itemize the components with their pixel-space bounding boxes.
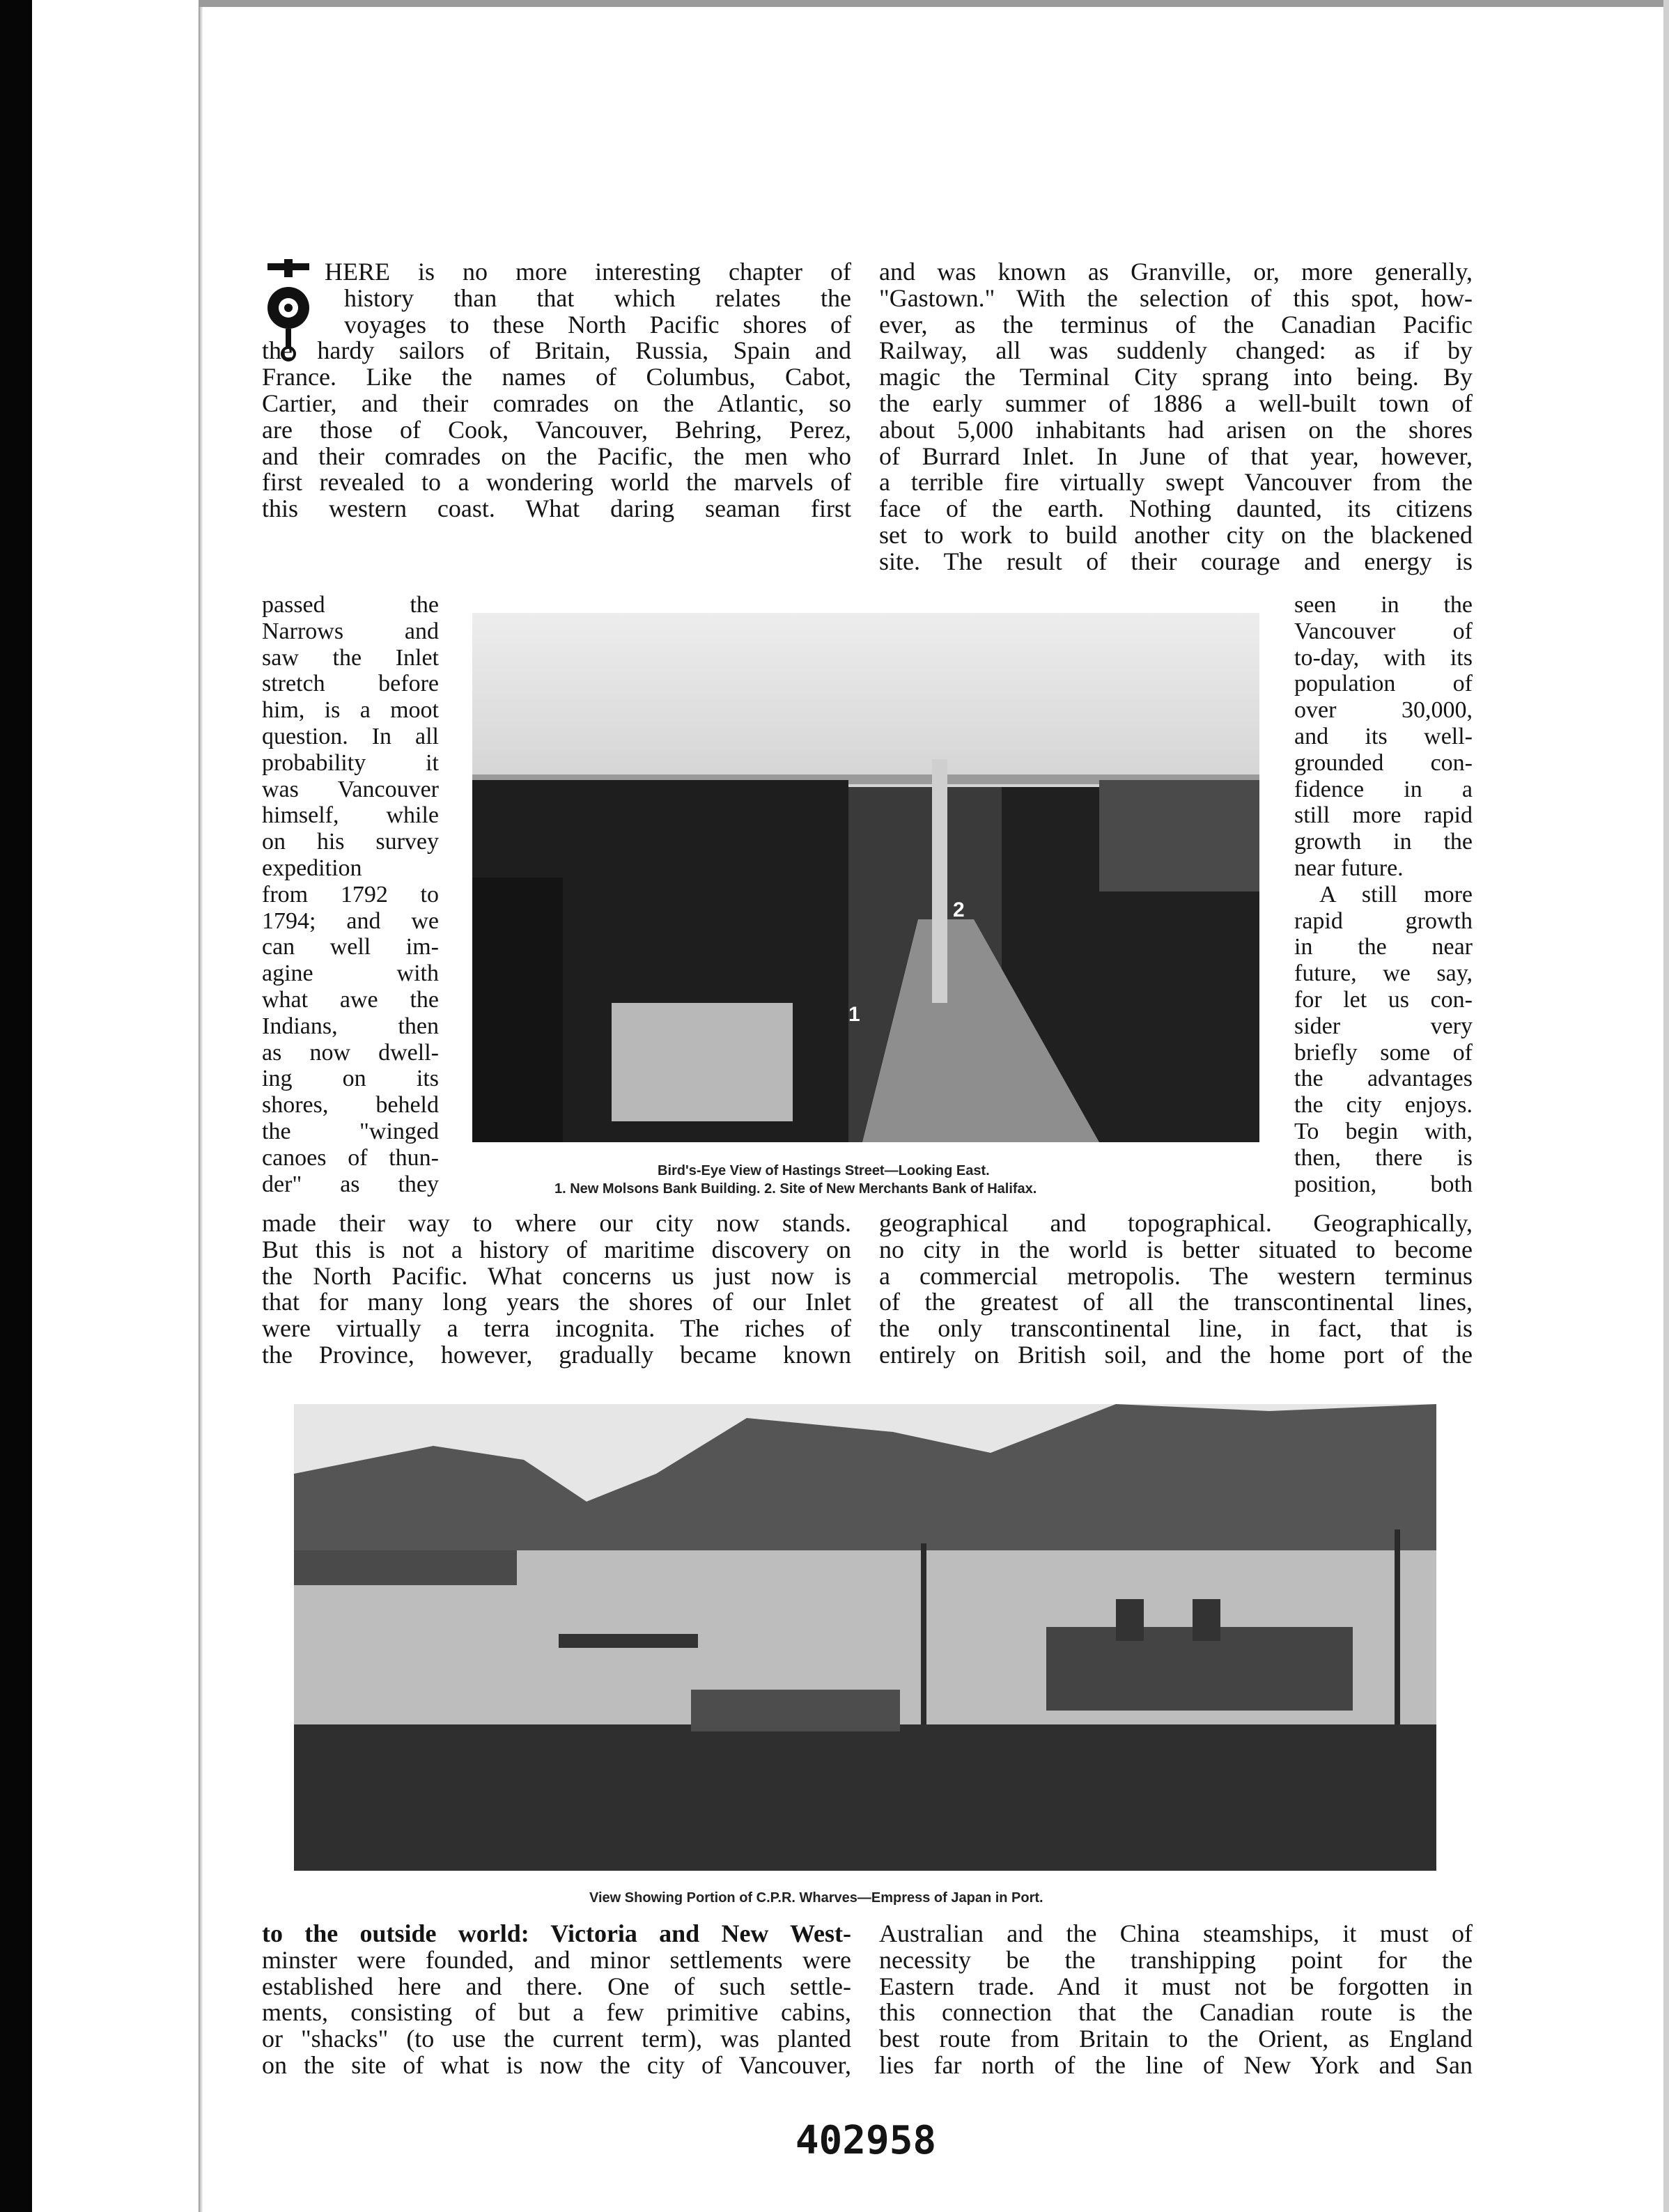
col2-top-text — [879, 259, 1473, 575]
text-line: best route from Britain to the Orient, as England — [879, 2025, 1473, 2053]
text-line: are those of Cook, Vancouver, Behring, Perez, — [262, 415, 851, 444]
text-line: question. In all — [262, 723, 439, 749]
text-line: face of the earth. Nothing daunted, its citizens — [879, 494, 1473, 523]
text-line: probability it — [262, 749, 439, 776]
text-line: and its well- — [1294, 723, 1473, 749]
text-line: over 30,000, — [1294, 697, 1473, 724]
text-line: this connection that the Canadian route is the — [879, 1998, 1473, 2027]
text-line: site. The result of their courage and energy is — [879, 547, 1473, 575]
col1-narrow-text — [262, 592, 439, 1197]
text-line: the North Pacific. What concerns us just now is — [262, 1261, 851, 1290]
text-line: shores, beheld — [262, 1092, 439, 1119]
text-line: near future. — [1294, 855, 1404, 881]
hastings-street-photo — [472, 613, 1259, 1142]
text-line: from 1792 to — [262, 881, 439, 908]
text-line: and their comrades on the Pacific, the men who — [262, 442, 851, 470]
text-line: HERE is no more interesting chapter of — [325, 258, 851, 286]
text-line: voyages to these North Pacific shores of — [344, 310, 851, 338]
text-line: still more rapid — [1294, 802, 1473, 829]
text-line: the only transcontinental line, in fact, that is — [879, 1314, 1473, 1343]
text-line: growth in the — [1294, 829, 1473, 855]
hastings-photo-caption-line1: Bird's-Eye View of Hastings Street—Looking East. — [658, 1163, 990, 1178]
catalog-number: 402958 — [795, 2118, 937, 2163]
text-line: were virtually a terra incognita. The riches of — [262, 1314, 851, 1343]
col1-bottom-text — [262, 1210, 851, 1369]
text-line: a commercial metropolis. The western terminus — [879, 1261, 1473, 1290]
text-line: future, we say, — [1294, 960, 1473, 987]
text-line: "Gastown." With the selection of this spot, how- — [879, 283, 1473, 312]
text-line: about 5,000 inhabitants had arisen on the shores — [879, 415, 1473, 444]
text-line: geographical and topographical. Geographically, — [879, 1209, 1473, 1237]
text-line: the hardy sailors of Britain, Russia, Spain and — [262, 336, 851, 365]
text-line: canoes of thun- — [262, 1144, 439, 1171]
top-scan-edge — [199, 0, 1669, 7]
text-line: 1794; and we — [262, 908, 439, 934]
text-line: But this is not a history of maritime discovery on — [262, 1235, 851, 1263]
text-line: Australian and the China steamships, it must of — [879, 1919, 1473, 1947]
col1-end-text — [262, 1921, 851, 2079]
text-line: fidence in a — [1294, 776, 1473, 802]
text-line: as now dwell- — [262, 1039, 439, 1066]
text-line: the Province, however, gradually became known — [262, 1340, 851, 1369]
text-line: first revealed to a wondering world the marvels of — [262, 468, 851, 497]
text-line: lies far north of the line of New York and San — [879, 2050, 1473, 2079]
text-line: saw the Inlet — [262, 644, 439, 671]
text-line: established here and there. One of such settle- — [262, 1972, 851, 2000]
text-line: made their way to where our city now stands. — [262, 1209, 851, 1237]
text-line: To begin with, — [1294, 1118, 1473, 1144]
text-line: the advantages — [1294, 1066, 1473, 1092]
text-line: seen in the — [1294, 592, 1473, 618]
wharves-photo-caption: View Showing Portion of C.P.R. Wharves—Empress of Japan in Port. — [589, 1890, 1043, 1906]
text-line: that for many long years the shores of our Inlet — [262, 1288, 851, 1316]
col2-end-text — [879, 1921, 1473, 2079]
photo-marker-2: 2 — [953, 898, 965, 921]
text-line: ments, consisting of but a few primitive cabins, — [262, 1998, 851, 2027]
text-line: magic the Terminal City sprang into being. By — [879, 363, 1473, 391]
text-line: Eastern trade. And it must not be forgotten in — [879, 1972, 1473, 2000]
text-line: passed the — [262, 592, 439, 618]
hastings-photo-caption-line2: 1. New Molsons Bank Building. 2. Site of New Merchants Bank of Halifax. — [554, 1181, 1037, 1197]
text-line: Narrows and — [262, 618, 439, 644]
text-line: of Burrard Inlet. In June of that year, however, — [879, 442, 1473, 470]
text-line: ever, as the terminus of the Canadian Pacific — [879, 310, 1473, 338]
text-line: this western coast. What daring seaman first — [262, 494, 851, 523]
text-line: for let us con- — [1294, 986, 1473, 1013]
text-line: expedition — [262, 855, 362, 881]
text-line: A still more — [1319, 881, 1473, 908]
text-line: on his survey — [262, 829, 439, 855]
text-line: him, is a moot — [262, 697, 439, 724]
text-line: and was known as Granville, or, more generally, — [879, 258, 1473, 286]
text-line: Vancouver of — [1294, 618, 1473, 644]
text-line: briefly some of — [1294, 1039, 1473, 1066]
col1-top-text — [262, 259, 851, 522]
text-line: grounded con- — [1294, 749, 1473, 776]
col2-bottom-text — [879, 1210, 1473, 1369]
text-line: entirely on British soil, and the home port of the — [879, 1340, 1473, 1369]
text-line: the city enjoys. — [1294, 1092, 1473, 1119]
text-line: was Vancouver — [262, 776, 439, 802]
text-line: can well im- — [262, 934, 439, 960]
text-line: France. Like the names of Columbus, Cabot, — [262, 363, 851, 391]
text-line: what awe the — [262, 986, 439, 1013]
photo-marker-1: 1 — [848, 1003, 860, 1026]
text-line: no city in the world is better situated to become — [879, 1235, 1473, 1263]
scan-margin-bar — [0, 0, 32, 2212]
text-line: stretch before — [262, 671, 439, 697]
text-line: population of — [1294, 671, 1473, 697]
text-line: Cartier, and their comrades on the Atlantic, so — [262, 389, 851, 417]
text-line: Railway, all was suddenly changed: as if by — [879, 336, 1473, 365]
text-line: rapid growth — [1294, 908, 1473, 934]
text-line: or "shacks" (to use the current term), was planted — [262, 2025, 851, 2053]
text-line: set to work to build another city on the blackened — [879, 520, 1473, 549]
text-line: Indians, then — [262, 1013, 439, 1039]
text-line: history than that which relates the — [344, 283, 851, 312]
text-line: then, there is — [1294, 1144, 1473, 1171]
text-line: der" as they — [262, 1171, 439, 1197]
text-line: himself, while — [262, 802, 439, 829]
text-line: necessity be the transhipping point for the — [879, 1945, 1473, 1974]
text-line: agine with — [262, 960, 439, 987]
text-line: to-day, with its — [1294, 644, 1473, 671]
text-line: the early summer of 1886 a well-built town of — [879, 389, 1473, 417]
text-line: to the outside world: Victoria and New West- — [262, 1919, 851, 1947]
text-line: of the greatest of all the transcontinental lines, — [879, 1288, 1473, 1316]
col2-narrow-text — [1294, 592, 1473, 1197]
text-line: on the site of what is now the city of Vancouver, — [262, 2050, 851, 2079]
text-line: sider very — [1294, 1013, 1473, 1039]
text-line: in the near — [1294, 934, 1473, 960]
cpr-wharves-photo — [294, 1404, 1436, 1871]
text-line: ing on its — [262, 1066, 439, 1092]
right-scan-edge — [1663, 0, 1669, 2212]
text-line: minster were founded, and minor settlements were — [262, 1945, 851, 1974]
text-line: a terrible fire virtually swept Vancouver from the — [879, 468, 1473, 497]
page-fold-shadow — [199, 0, 203, 2212]
text-line: position, both — [1294, 1171, 1473, 1197]
text-line: the "winged — [262, 1118, 439, 1144]
